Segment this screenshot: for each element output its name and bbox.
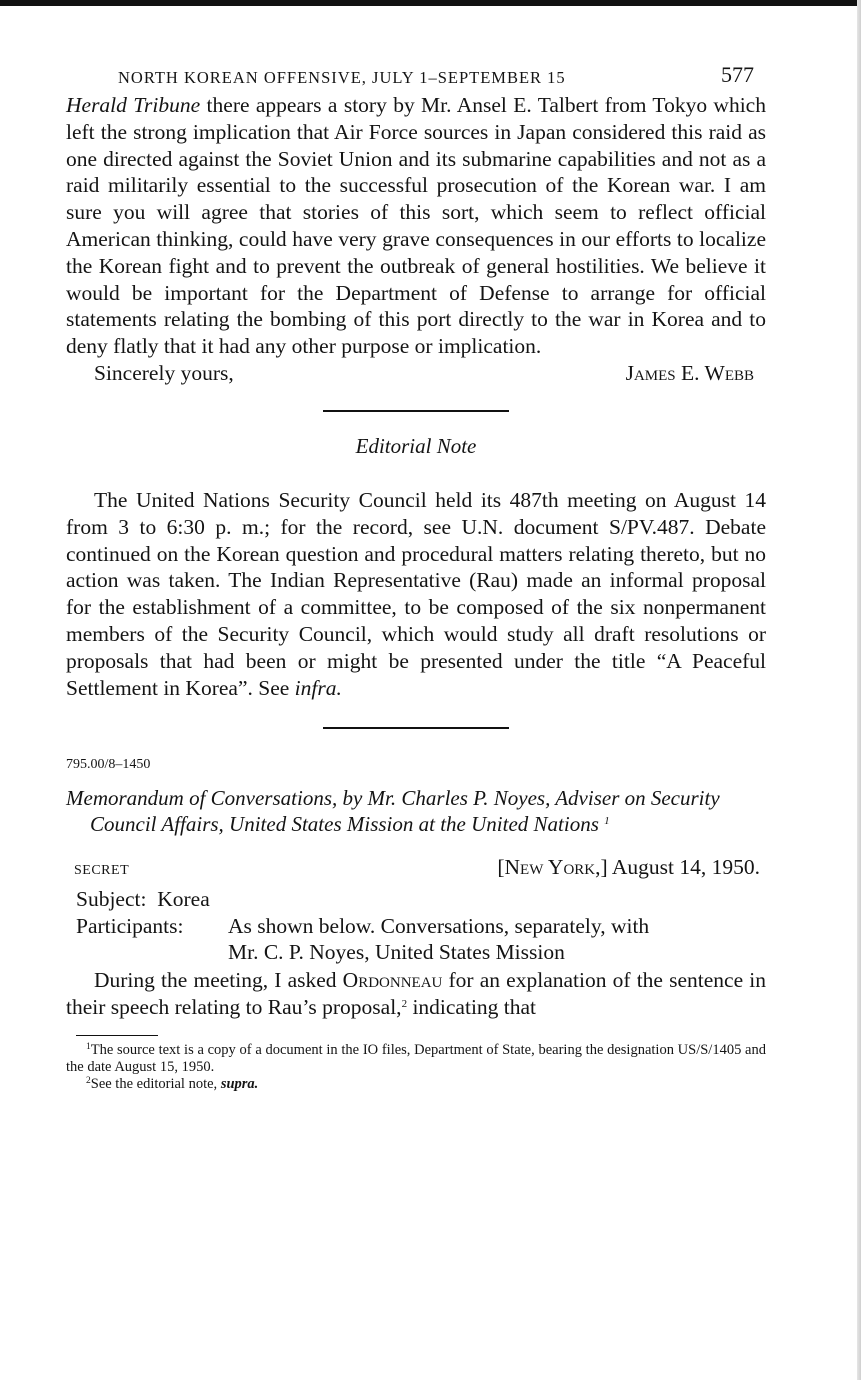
newspaper-name: Herald Tribune [66,93,201,117]
section-divider [323,410,509,412]
classification-label: SECRET [74,863,130,879]
document-page [66,58,766,1093]
memo-body [66,967,766,1021]
footnote-1 [66,1042,766,1076]
file-number: 795.00/8–1450 [66,757,151,773]
dateline [66,855,766,885]
footnote-reference[interactable]: 1 [604,815,610,828]
signature: James E. Webb [625,360,754,385]
memo-place-date [497,855,760,880]
memo-title [66,785,766,837]
participants-block [76,913,766,967]
footnote-2-mark: 2 [86,1076,91,1087]
participants-line-1: As shown below. Conversations, separately, with [228,914,650,939]
bracket-close: ,] [595,855,608,880]
participants-label: Participants: [76,914,184,939]
letter-closing [66,360,766,388]
section-divider [323,727,509,729]
page-edge-shadow [857,0,861,1380]
footnote-reference[interactable]: 2 [401,998,408,1011]
editorial-note-body [66,487,766,701]
running-title: NORTH KOREAN OFFENSIVE, JULY 1–SEPTEMBER 15 [118,68,566,87]
footnote-2-reference: supra. [220,1076,259,1093]
footnote-divider [76,1035,158,1037]
footnote-2 [66,1076,766,1093]
subject-line [76,885,766,913]
memo-date: August 14, 1950. [611,855,760,880]
subject-value: Korea [157,887,210,912]
participants-line-2: Mr. C. P. Noyes, United States Mission [228,940,565,965]
subject-label: Subject: [76,887,147,912]
footnote-1-mark: 1 [86,1042,91,1053]
editorial-note-text: The United Nations Security Council held its 487th meeting on August 14 from 3 to 6:30 p. m.; for the record, see U.N. document S/PV.487. Debate continued on the Korean question and procedural matters relating thereto, but no action was taken. The Indian Representative (Rau) made an informal proposal for the establishment of a committee, to be composed of the six nonpermanent members of the Security Council, which would study all draft resolutions or proposals that had been or might be presented under the title “A Peaceful Settlement in Korea”. See [66,487,766,700]
running-header [66,58,766,92]
memo-body-start: During the meeting, I asked [94,968,343,993]
letter-paragraph [66,92,766,360]
footnote-2-text: See the editorial note, [90,1076,221,1093]
letter-body: there appears a story by Mr. Ansel E. Talbert from Tokyo which left the strong implication that Air Force sources in Japan considered this raid as one directed against the Soviet Union and its submarine capabilities and not as a raid militarily essential to the successful prosecution of the Korean war. I am sure you will agree that stories of this sort, which seem to reflect official American thinking, could have very grave consequences in our efforts to localize the Korean fight and to prevent the outbreak of general hostilities. We believe it would be important for the Department of Defense to arrange for official statements relating the bombing of this port directly to the war in Korea and to deny flatly that it had any other purpose or implication. [66,93,766,359]
memo-title-text: Memorandum of Conversations, by Mr. Charles P. Noyes, Adviser on Security Council Affairs, United States Mission at the United Nations [66,786,720,837]
memo-place: New York [504,855,596,880]
person-name: Ordonneau [342,968,443,993]
footnote-1-text: The source text is a copy of a document in the IO files, Department of State, bearing the designation US/S/1405 and the date August 15, 1950. [66,1042,766,1076]
editorial-note-heading: Editorial Note [355,433,477,458]
closing-salutation: Sincerely yours, [94,360,234,385]
editorial-note-reference: infra. [294,675,342,700]
memo-body-mid: for an explanation of the sentence in their speech relating to Rau’s proposal, [66,968,766,1020]
top-edge-bar [0,0,861,6]
bracket-open: [ [497,855,505,880]
page-number: 577 [721,62,754,87]
memo-body-end: indicating that [407,995,537,1020]
